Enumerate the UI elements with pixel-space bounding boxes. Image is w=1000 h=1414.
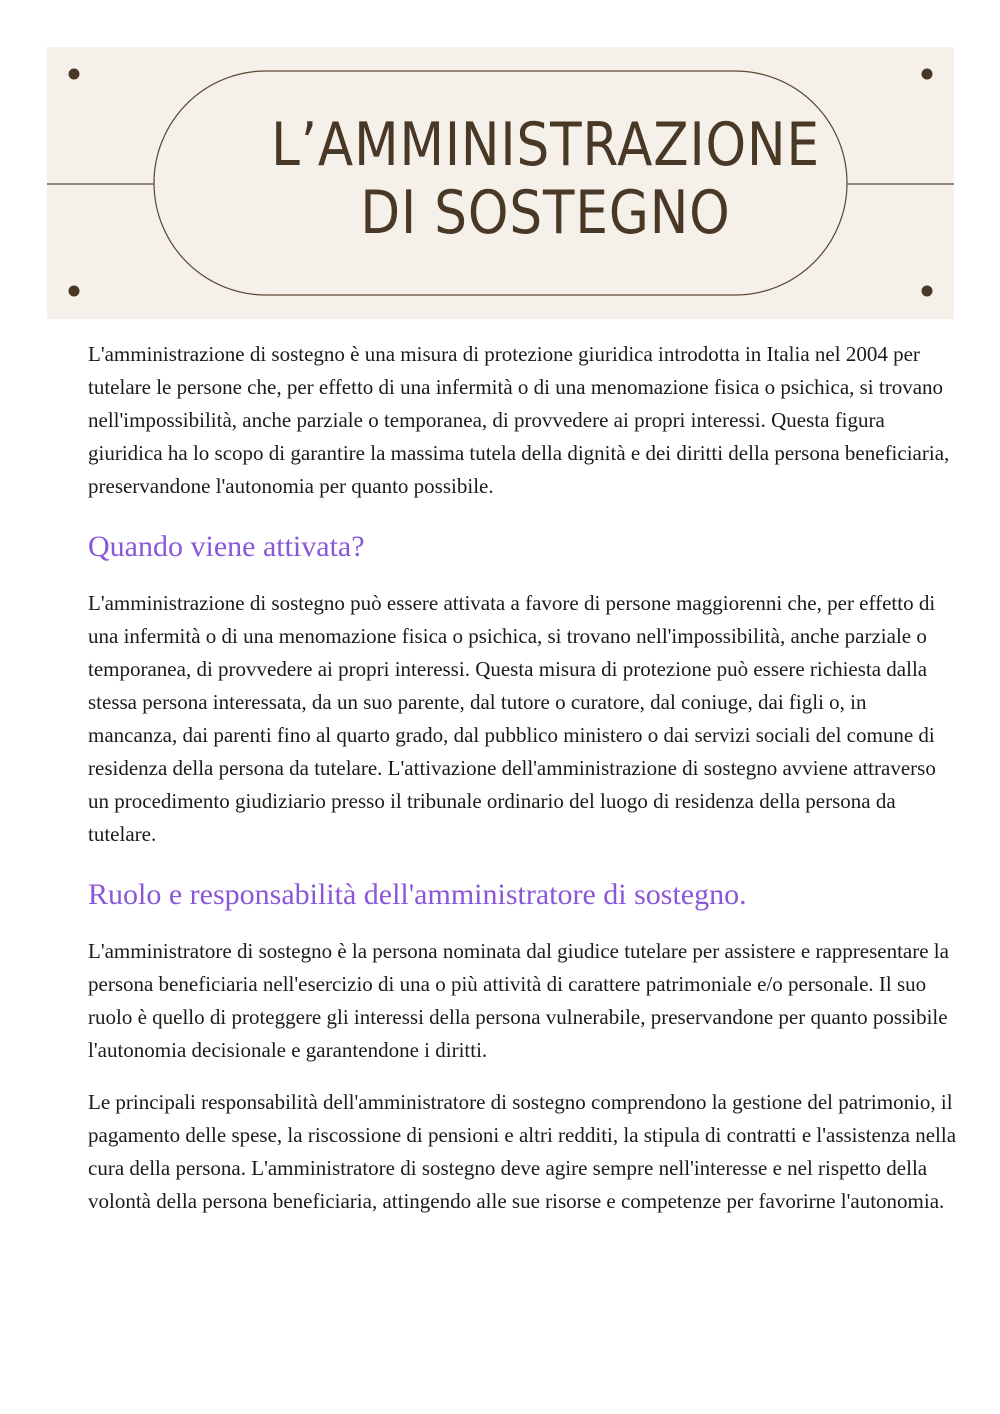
corner-dot-bottom-right (922, 286, 933, 297)
page-title-line1: L’AMMINISTRAZIONE (271, 110, 820, 180)
title-banner (47, 47, 954, 319)
ruolo-paragraph-1: L'amministratore di sostegno è la persona nominata dal giudice tutelare per assistere e rappresentare la persona beneficiaria nell'esercizio di una o più attività di carattere patrimoniale e/o personale. Il suo ruolo è quello di proteggere gli interessi della persona vulnerabile, preservandone per quanto possibile l'autonomia decisionale e garantendone i diritti. (88, 939, 949, 1062)
page-title (246, 111, 845, 247)
corner-dot-bottom-left (69, 286, 80, 297)
page-title-line2: DI SOSTEGNO (360, 178, 731, 248)
section-heading-quando: Quando viene attivata? (88, 530, 365, 563)
corner-dot-top-left (69, 69, 80, 80)
ruolo-paragraph-2: Le principali responsabilità dell'amministratore di sostegno comprendono la gestione del patrimonio, il pagamento delle spese, la riscossione di pensioni e altri redditi, la stipula di contratti e l'assistenza nella cura della persona. L'amministratore di sostegno deve agire sempre nell'interesse e nel rispetto della volontà della persona beneficiaria, attingendo alle sue risorse e competenze per favorirne l'autonomia. (88, 1090, 957, 1213)
intro-paragraph: L'amministrazione di sostegno è una misura di protezione giuridica introdotta in Italia nel 2004 per tutelare le persone che, per effetto di una infermità o di una menomazione fisica o psichica, si trovano nell'impossibilità, anche parziale o temporanea, di provvedere ai propri interessi. Questa figura giuridica ha lo scopo di garantire la massima tutela della dignità e dei diritti della persona beneficiaria, preservandone l'autonomia per quanto possibile. (88, 342, 950, 498)
corner-dot-top-right (922, 69, 933, 80)
section-heading-ruolo: Ruolo e responsabilità dell'amministratore di sostegno. (88, 878, 747, 911)
document-body (88, 338, 958, 1218)
quando-paragraph: L'amministrazione di sostegno può essere attivata a favore di persone maggiorenni che, per effetto di una infermità o di una menomazione fisica o psichica, si trovano nell'impossibilità, anche parziale o temporanea, di provvedere ai propri interessi. Questa misura di protezione può essere richiesta dalla stessa persona interessata, da un suo parente, dal tutore o curatore, dal coniuge, dai figli o, in mancanza, dai parenti fino al quarto grado, dal pubblico ministero o dai servizi sociali del comune di residenza della persona da tutelare. L'attivazione dell'amministrazione di sostegno avviene attraverso un procedimento giudiziario presso il tribunale ordinario del luogo di residenza della persona da tutelare. (88, 591, 936, 846)
